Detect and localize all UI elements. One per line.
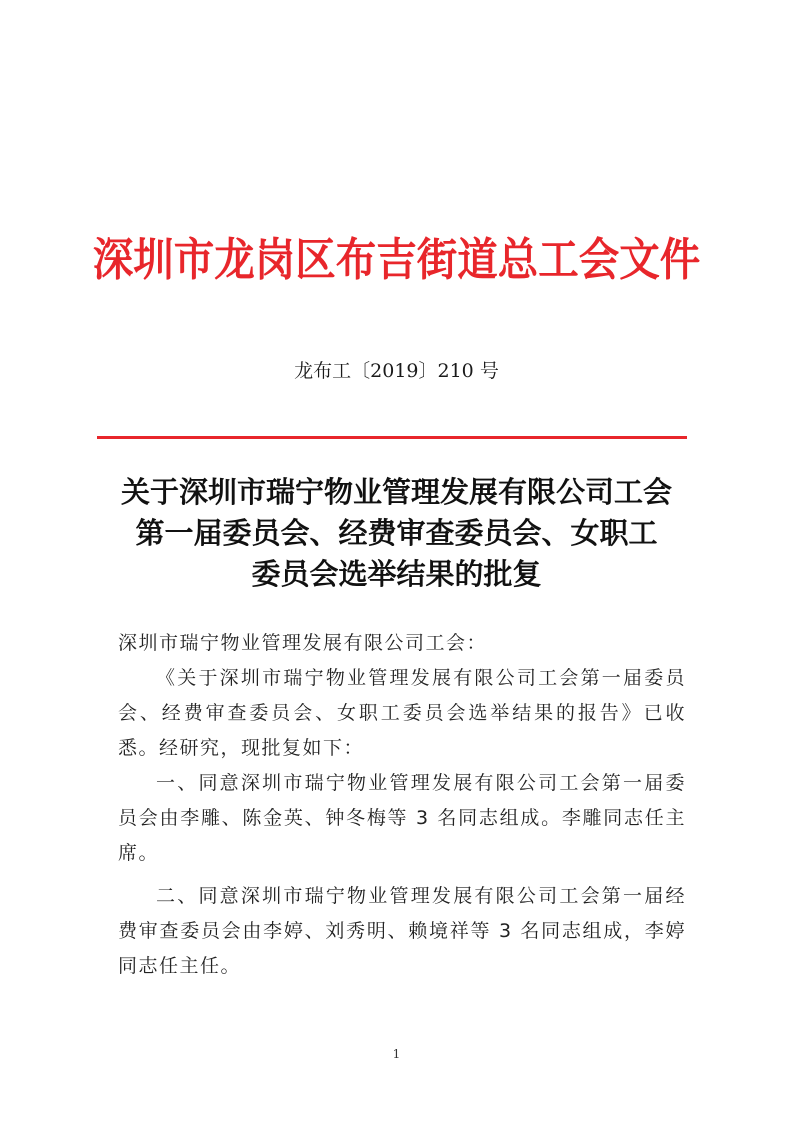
red-separator-line	[97, 436, 687, 439]
document-body	[118, 626, 686, 984]
title-line-2: 第一届委员会、经费审查委员会、女职工	[135, 516, 658, 550]
title-line-1: 关于深圳市瑞宁物业管理发展有限公司工会	[120, 475, 672, 509]
letterhead-title: 深圳市龙岗区布吉街道总工会文件	[92, 233, 701, 286]
title-line-3: 委员会选举结果的批复	[251, 557, 542, 591]
body-paragraph-2: 一、同意深圳市瑞宁物业管理发展有限公司工会第一届委员会由李雕、陈金英、钟冬梅等 3 名同志组成。李雕同志任主席。	[118, 772, 686, 864]
page-number: 1	[392, 1047, 401, 1061]
body-paragraph-3: 二、同意深圳市瑞宁物业管理发展有限公司工会第一届经费审查委员会由李婷、刘秀明、赖境祥等 3 名同志组成，李婷同志任主任。	[118, 885, 686, 977]
body-paragraph-1: 《关于深圳市瑞宁物业管理发展有限公司工会第一届委员会、经费审查委员会、女职工委员会选举结果的报告》已收悉。经研究，现批复如下：	[118, 667, 686, 759]
salutation: 深圳市瑞宁物业管理发展有限公司工会：	[118, 632, 488, 654]
document-number: 龙布工〔2019〕210 号	[294, 360, 499, 382]
document-title	[90, 472, 703, 595]
